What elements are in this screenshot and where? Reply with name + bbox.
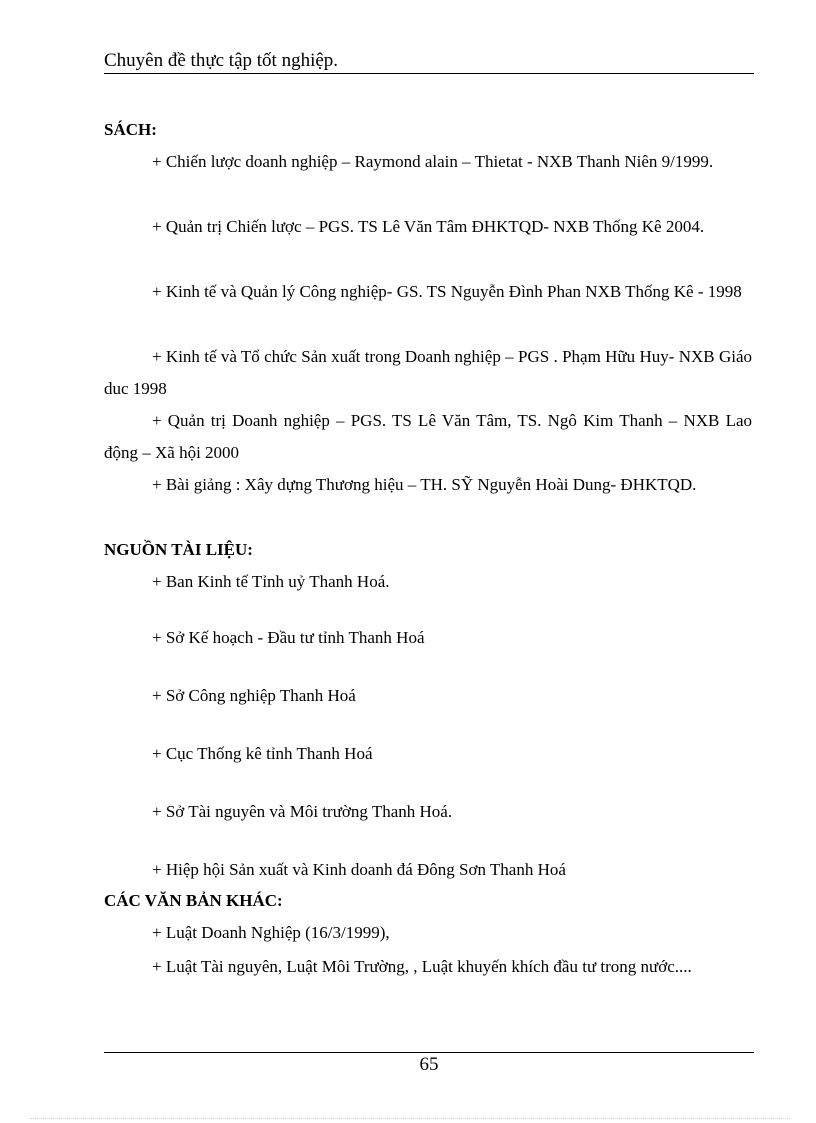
section-heading-other-documents: CÁC VĂN BẢN KHÁC: (104, 891, 283, 910)
list-item-source: + Sở Tài nguyên và Môi trường Thanh Hoá. (152, 802, 453, 821)
list-item-book: + Bài giảng : Xây dựng Thương hiệu – TH. SỸ Nguyễn Hoài Dung- ĐHKTQD. (152, 475, 697, 494)
list-item-source: + Ban Kinh tế Tỉnh uỷ Thanh Hoá. (152, 572, 390, 591)
list-item-document: + Luật Tài nguyên, Luật Môi Trường, , Luật khuyến khích đầu tư trong nước.... (152, 957, 692, 976)
page-bottom-edge (30, 1118, 790, 1119)
footer-divider (104, 1052, 754, 1053)
list-item-book: + Kinh tế và Quản lý Công nghiệp- GS. TS Nguyễn Đình Phan NXB Thống Kê - 1998 (152, 282, 742, 301)
list-item-book: + Chiến lược doanh nghiệp – Raymond alain – Thietat - NXB Thanh Niên 9/1999. (152, 152, 714, 171)
section-heading-books: SÁCH: (104, 120, 157, 139)
list-item-book: + Quản trị Chiến lược – PGS. TS Lê Văn Tâm ĐHKTQD- NXB Thống Kê 2004. (152, 217, 705, 236)
section-heading-sources: NGUỒN TÀI LIỆU: (104, 540, 253, 559)
list-item-book: + Quản trị Doanh nghiệp – PGS. TS Lê Văn Tâm, TS. Ngô Kim Thanh – NXB Lao động – Xã hội 2000 (104, 411, 752, 462)
list-item-book: + Kinh tế và Tổ chức Sản xuất trong Doanh nghiệp – PGS . Phạm Hữu Huy- NXB Giáo duc 1998 (104, 347, 752, 398)
list-item-source: + Sở Công nghiệp Thanh Hoá (152, 686, 356, 705)
running-header: Chuyên đề thực tập tốt nghiệp. (104, 50, 339, 71)
list-item-source: + Cục Thống kê tỉnh Thanh Hoá (152, 744, 373, 763)
header-divider (104, 73, 754, 74)
list-item-source: + Sở Kế hoạch - Đầu tư tỉnh Thanh Hoá (152, 628, 425, 647)
list-item-document: + Luật Doanh Nghiệp (16/3/1999), (152, 923, 390, 942)
list-item-source: + Hiệp hội Sản xuất và Kinh doanh đá Đông Sơn Thanh Hoá (152, 860, 566, 879)
page-number: 65 (419, 1054, 439, 1075)
